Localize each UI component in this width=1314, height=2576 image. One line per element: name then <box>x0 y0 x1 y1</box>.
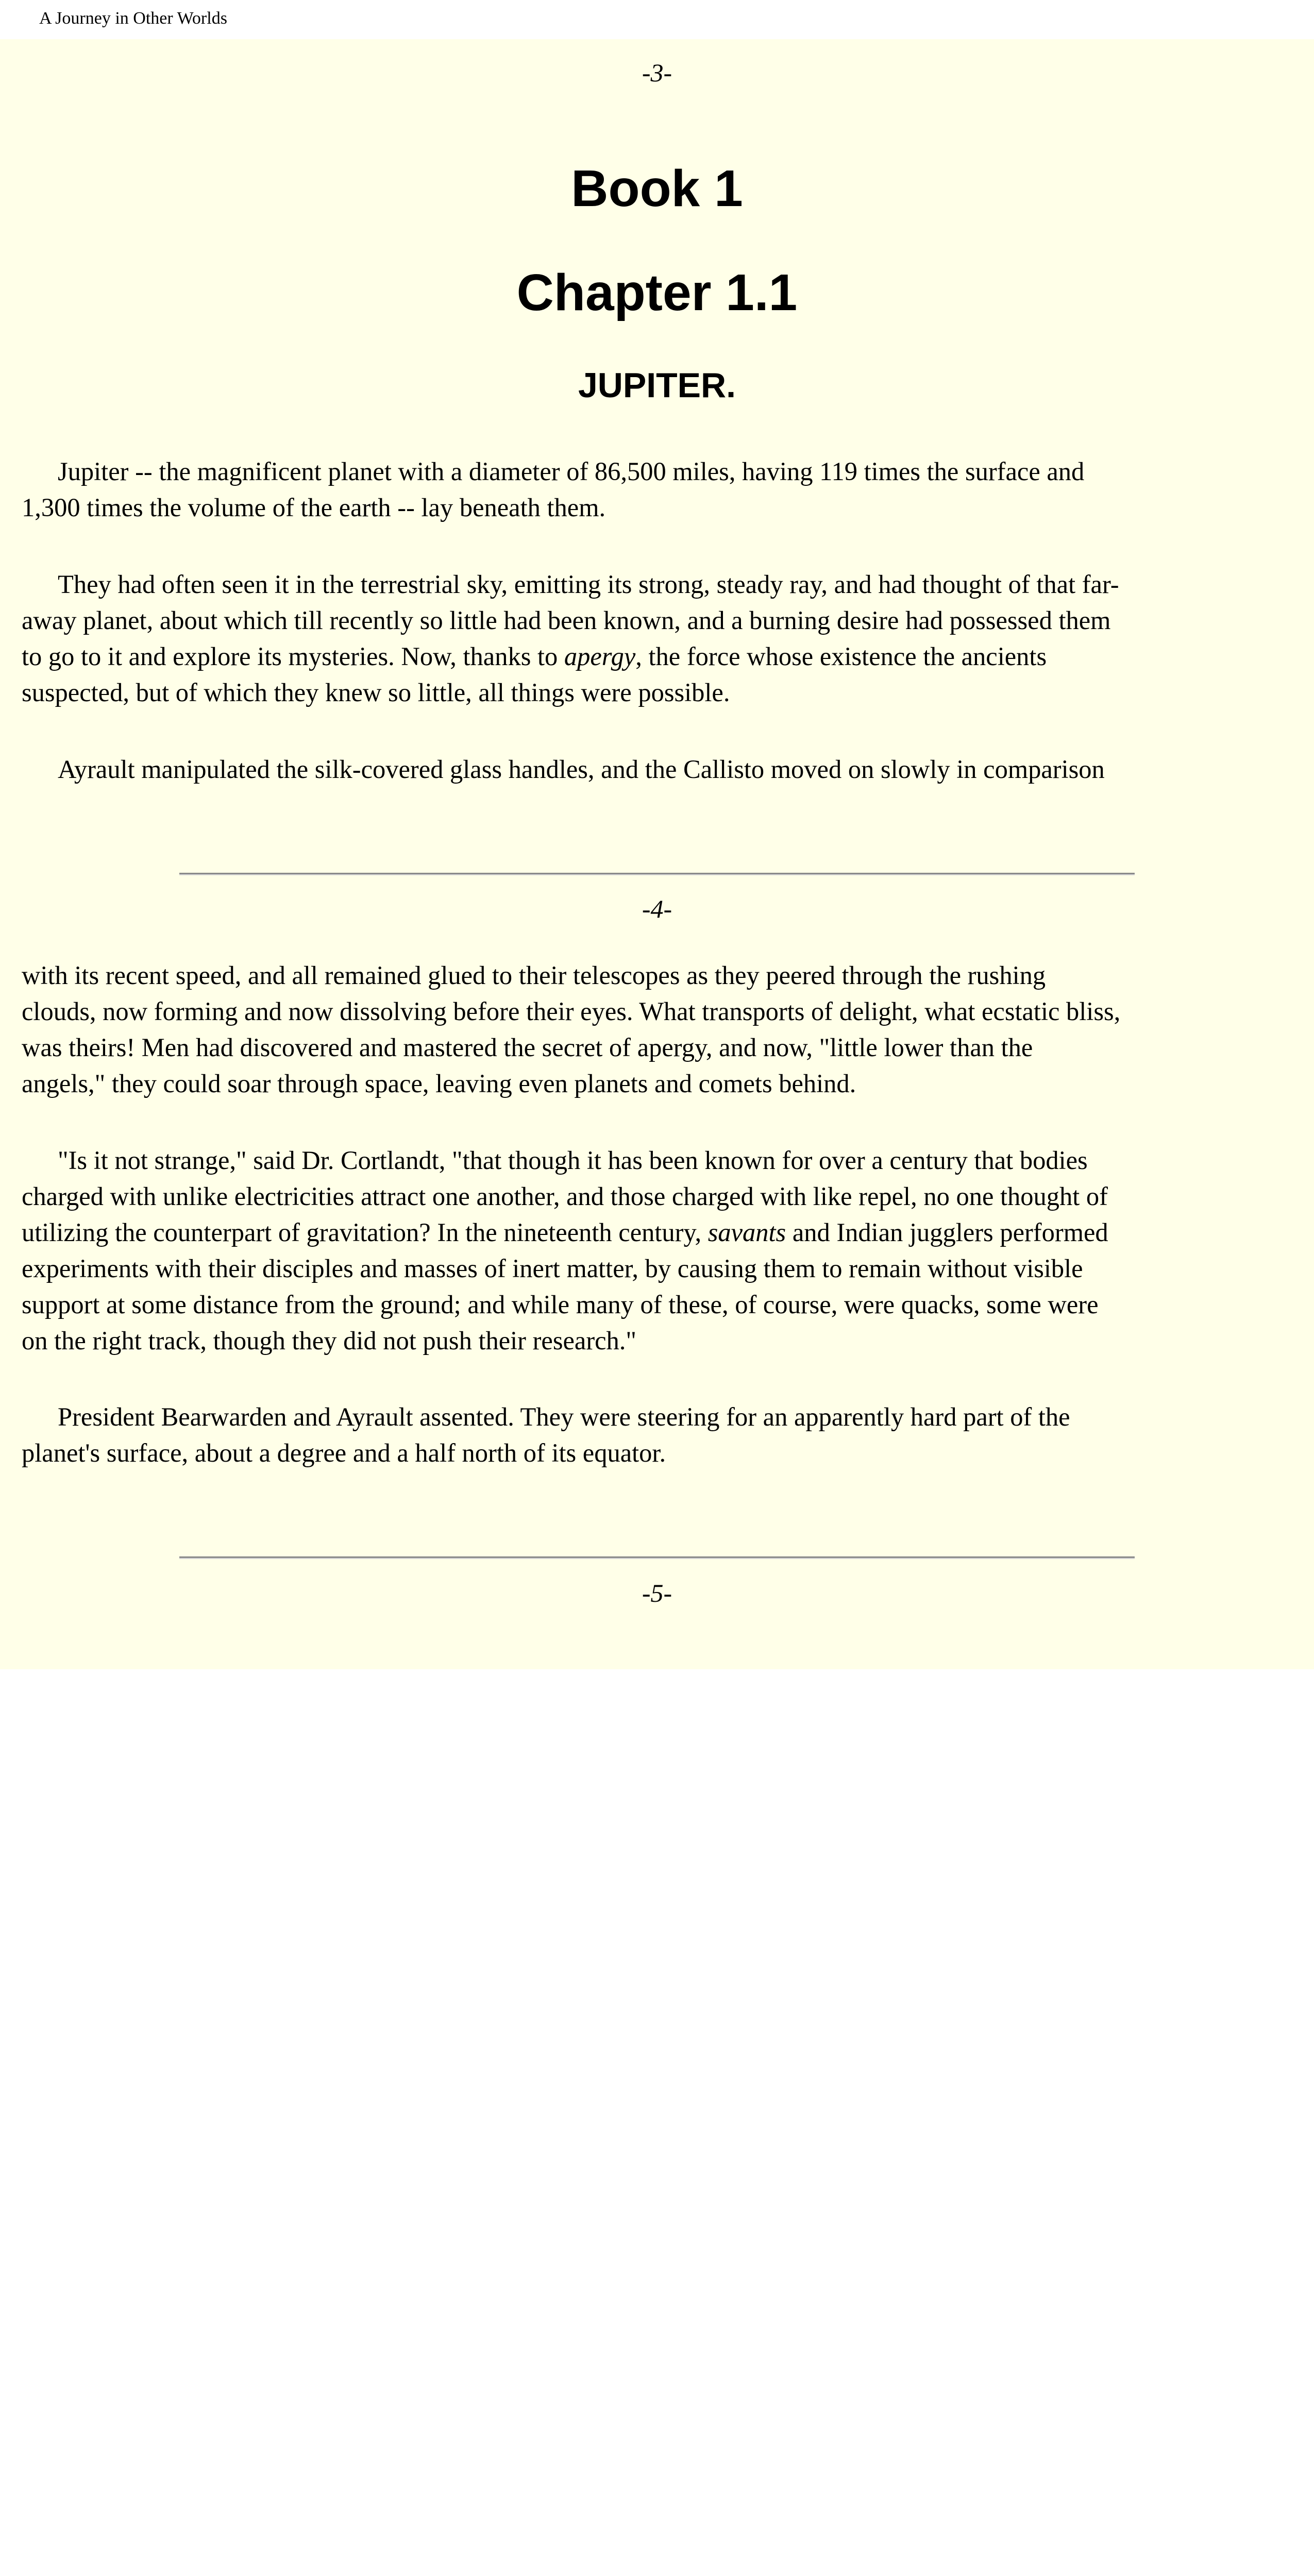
paragraph-2 <box>22 566 1300 710</box>
document-title: A Journey in Other Worlds <box>39 9 227 28</box>
text-run: "Is it not strange," said Dr. Cortlandt, "that though it has been known for over a century that bodies <box>58 1146 1088 1175</box>
page-number-5: -5- <box>642 1579 672 1607</box>
chapter-title: JUPITER. <box>578 366 736 405</box>
text-line <box>22 602 1300 638</box>
text-run: Ayrault manipulated the silk-covered glass handles, and the Callisto moved on slowly in comparison <box>58 755 1105 784</box>
text-line <box>22 674 1300 710</box>
book-heading: Book 1 <box>571 160 743 217</box>
text-run: , the force whose existence the ancients <box>635 642 1047 671</box>
chapter-heading: Chapter 1.1 <box>516 264 798 321</box>
text-run: suspected, but of which they knew so little, all things were possible. <box>22 678 730 707</box>
text-run: President Bearwarden and Ayrault assented. They were steering for an apparently hard part of the <box>58 1402 1070 1431</box>
paragraph-6 <box>22 1399 1300 1471</box>
paragraph-3 <box>22 751 1300 787</box>
text-line <box>22 1250 1300 1286</box>
text-line <box>22 1029 1300 1065</box>
text-line <box>22 1286 1300 1323</box>
paragraph-4 <box>22 957 1300 1101</box>
text-run: away planet, about which till recently so little had been known, and a burning desire had possessed them <box>22 606 1111 635</box>
text-line <box>22 1323 1300 1359</box>
paragraph-5 <box>22 1142 1300 1359</box>
text-run: They had often seen it in the terrestrial sky, emitting its strong, steady ray, and had thought of that far- <box>58 570 1119 599</box>
document-header <box>0 0 1314 39</box>
text-line <box>22 1178 1300 1214</box>
text-line <box>22 1065 1300 1101</box>
text-line <box>22 993 1300 1029</box>
text-run: with its recent speed, and all remained glued to their telescopes as they peered through the rushing <box>22 961 1046 990</box>
paragraph-1 <box>22 453 1300 526</box>
text-line <box>22 638 1300 674</box>
text-line <box>22 957 1300 993</box>
text-run: support at some distance from the ground; and while many of these, of course, were quacks, some were <box>22 1290 1099 1319</box>
text-run: charged with unlike electricities attract one another, and those charged with like repel, no one thought of <box>22 1182 1108 1211</box>
text-line <box>22 1214 1300 1250</box>
text-run: to go to it and explore its mysteries. Now, thanks to <box>22 642 564 671</box>
emphasis-apergy: apergy <box>564 642 636 671</box>
emphasis-savants: savants <box>707 1218 786 1247</box>
text-run: planet's surface, about a degree and a half north of its equator. <box>22 1438 666 1467</box>
text-run: and Indian jugglers performed <box>786 1218 1108 1247</box>
text-run: 1,300 times the volume of the earth -- lay beneath them. <box>22 493 606 522</box>
text-line <box>22 1435 1300 1471</box>
text-line <box>22 1399 1300 1435</box>
text-run: experiments with their disciples and masses of inert matter, by causing them to remain without visible <box>22 1254 1083 1283</box>
text-run: on the right track, though they did not push their research." <box>22 1326 637 1355</box>
page-break-rule <box>179 873 1135 875</box>
text-line <box>22 489 1300 526</box>
page-number-3: -3- <box>642 58 672 87</box>
text-run: was theirs! Men had discovered and mastered the secret of apergy, and now, "little lower than the <box>22 1033 1033 1062</box>
text-run: Jupiter -- the magnificent planet with a diameter of 86,500 miles, having 119 times the surface and <box>58 457 1085 486</box>
text-run: angels," they could soar through space, leaving even planets and comets behind. <box>22 1069 856 1098</box>
page-break-rule <box>179 1556 1135 1559</box>
text-line <box>22 566 1300 602</box>
text-run: clouds, now forming and now dissolving before their eyes. What transports of delight, what ecstatic bliss, <box>22 997 1121 1026</box>
text-line <box>22 751 1300 787</box>
text-run: utilizing the counterpart of gravitation? In the nineteenth century, <box>22 1218 708 1247</box>
page-number-4: -4- <box>642 894 672 923</box>
text-line <box>22 453 1300 489</box>
document-footer <box>0 1669 1314 1700</box>
text-line <box>22 1142 1300 1178</box>
